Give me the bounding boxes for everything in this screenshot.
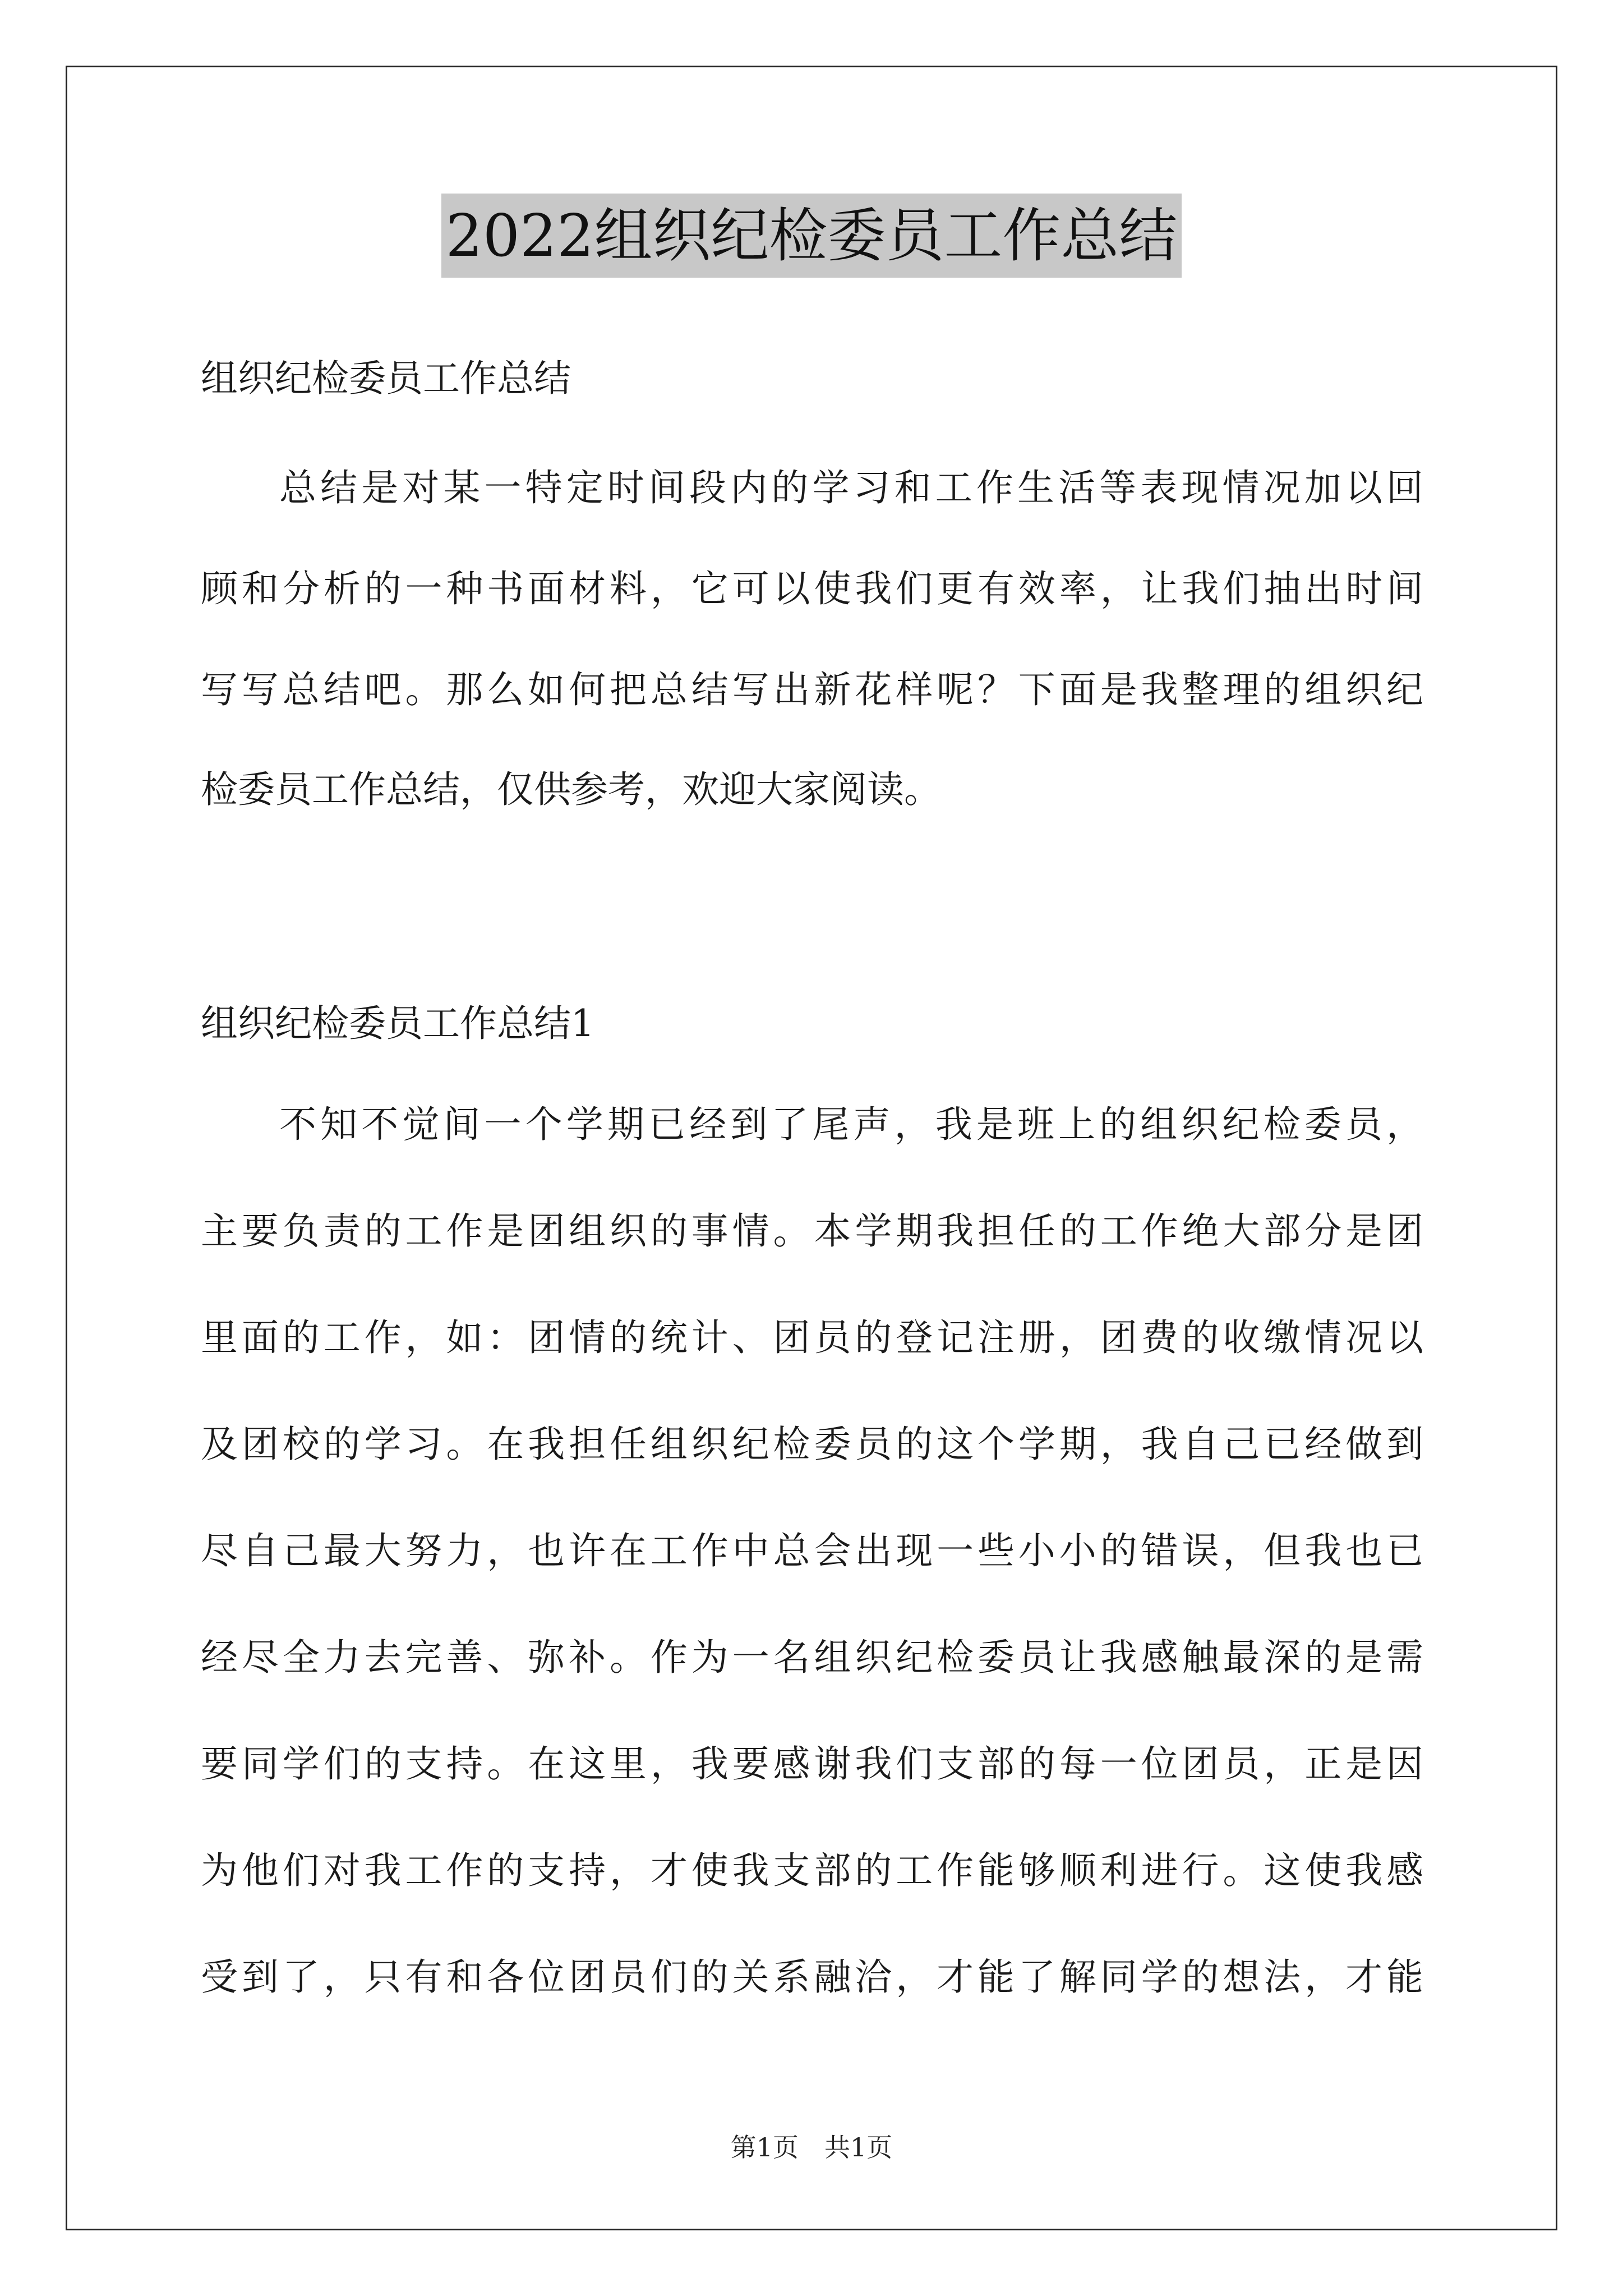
paragraph-line: 里面的工作，如：团情的统计、团员的登记注册，团费的收缴情况以	[201, 1316, 1423, 1359]
paragraph-line: 顾和分析的一种书面材料，它可以使我们更有效率，让我们抽出时间	[201, 567, 1423, 610]
page-footer: 第1页 共1页	[730, 2132, 893, 2162]
paragraph-line: 经尽全力去完善、弥补。作为一名组织纪检委员让我感触最深的是需	[201, 1636, 1423, 1679]
paragraph-line: 尽自己最大努力，也许在工作中总会出现一些小小的错误，但我也已	[201, 1529, 1423, 1572]
section-heading: 组织纪检委员工作总结1	[201, 1002, 594, 1045]
paragraph-line: 检委员工作总结，仅供参考，欢迎大家阅读。	[201, 768, 941, 811]
paragraph-line: 写写总结吧。那么如何把总结写出新花样呢？下面是我整理的组织纪	[201, 668, 1423, 711]
paragraph-line: 为他们对我工作的支持，才使我支部的工作能够顺利进行。这使我感	[201, 1849, 1423, 1892]
paragraph-line: 及团校的学习。在我担任组织纪检委员的这个学期，我自己已经做到	[201, 1423, 1423, 1466]
intro-heading: 组织纪检委员工作总结	[201, 357, 571, 400]
title-container	[0, 194, 1623, 278]
document-title: 2022组织纪检委员工作总结	[441, 194, 1182, 278]
paragraph-line: 要同学们的支持。在这里，我要感谢我们支部的每一位团员，正是因	[201, 1742, 1423, 1786]
paragraph-line: 主要负责的工作是团组织的事情。本学期我担任的工作绝大部分是团	[201, 1209, 1423, 1253]
paragraph-line: 总结是对某一特定时间段内的学习和工作生活等表现情况加以回	[279, 466, 1423, 509]
paragraph-line: 受到了，只有和各位团员们的关系融洽，才能了解同学的想法，才能	[201, 1955, 1423, 1999]
paragraph-line: 不知不觉间一个学期已经到了尾声，我是班上的组织纪检委员，	[279, 1103, 1423, 1146]
